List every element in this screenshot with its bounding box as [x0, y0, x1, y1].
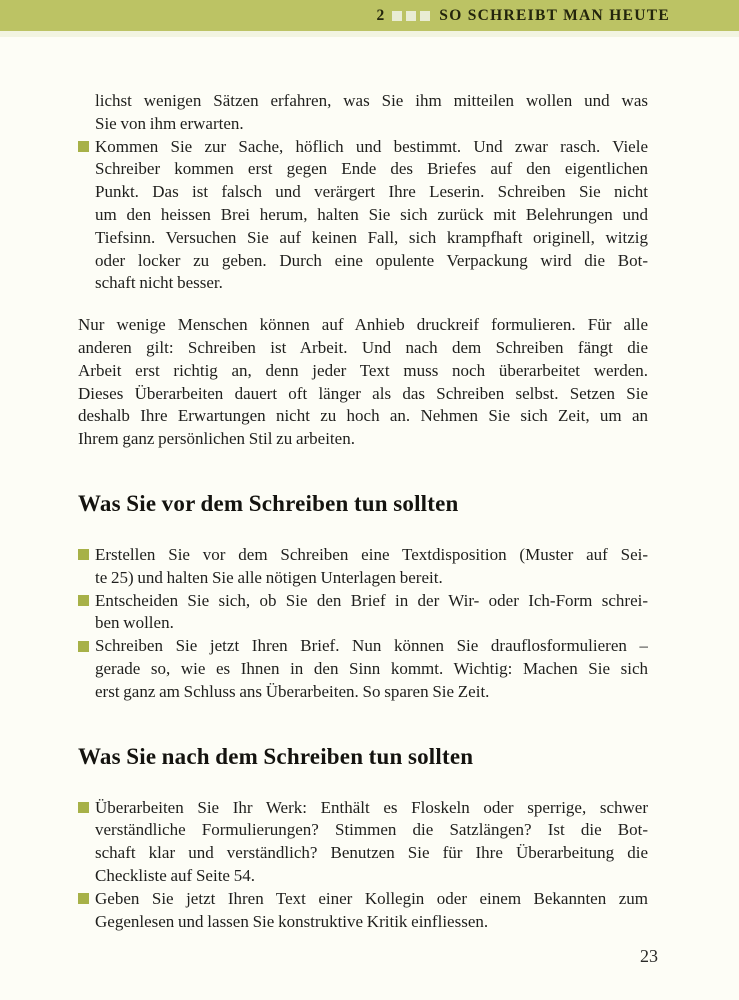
decor-square-icon — [406, 11, 416, 21]
text-line: schaft klar und verständlich? Benutzen Sie für Ihre Überarbeitung die — [95, 843, 648, 863]
text-line: erst ganz am Schluss ans Überarbeiten. So sparen Sie Zeit. — [95, 681, 490, 701]
chapter-title: SO SCHREIBT MAN HEUTE — [439, 6, 670, 24]
text-line: gerade so, wie es Ihnen in den Sinn kommt. Wichtig: Machen Sie sich — [95, 658, 648, 678]
paragraph-continuation — [78, 90, 648, 136]
bullet-square-icon — [78, 549, 89, 560]
paragraph — [78, 314, 648, 451]
bullet-square-icon — [78, 141, 89, 152]
chapter-number: 2 — [376, 6, 385, 24]
text-line: ben wollen. — [95, 613, 174, 633]
bullet-item — [78, 888, 648, 934]
text-line: Punkt. Das ist falsch und verärgert Ihre Leserin. Schreiben Sie nicht — [95, 182, 648, 202]
text-line: schaft nicht besser. — [95, 273, 223, 293]
text-line: Geben Sie jetzt Ihren Text einer Kollegin oder einem Bekannten zum — [95, 888, 648, 908]
section-heading: Was Sie vor dem Schreiben tun sollten — [78, 490, 459, 516]
text-line: oder locker zu geben. Durch eine opulente Verpackung wird die Bot- — [95, 250, 648, 270]
chapter-header-bar — [0, 0, 739, 37]
page-number: 23 — [640, 946, 658, 966]
bullet-item — [78, 797, 648, 888]
bullet-square-icon — [78, 802, 89, 813]
page-content — [78, 90, 648, 933]
decor-square-icon — [420, 11, 430, 21]
text-line: um den heissen Brei herum, halten Sie sich zurück mit Belehrungen und — [95, 204, 648, 224]
bullet-item — [78, 544, 648, 590]
text-line: lichst wenigen Sätzen erfahren, was Sie ihm mitteilen wollen und was — [95, 91, 648, 110]
text-line: anderen gilt: Schreiben ist Arbeit. Und nach dem Schreiben fängt die — [78, 337, 648, 357]
text-line: Tiefsinn. Versuchen Sie auf keinen Fall, sich krampfhaft originell, witzig — [95, 227, 648, 247]
text-line: Überarbeiten Sie Ihr Werk: Enthält es Floskeln oder sperrige, schwer — [95, 797, 648, 817]
text-line: Checkliste auf Seite 54. — [95, 865, 255, 885]
section-heading: Was Sie nach dem Schreiben tun sollten — [78, 743, 474, 769]
text-line: Schreiben Sie jetzt Ihren Brief. Nun können Sie drauflosformulieren – — [95, 636, 648, 656]
bullet-item — [78, 590, 648, 636]
text-line: verständliche Formulierungen? Stimmen die Satzlängen? Ist die Bot- — [95, 820, 648, 840]
text-line: Sie von ihm erwarten. — [95, 113, 244, 133]
text-line: Ihrem ganz persönlichen Stil zu arbeiten. — [78, 429, 355, 449]
text-line: Erstellen Sie vor dem Schreiben eine Textdisposition (Muster auf Sei- — [95, 544, 648, 564]
text-line: te 25) und halten Sie alle nötigen Unterlagen bereit. — [95, 567, 443, 587]
text-line: deshalb Ihre Erwartungen nicht zu hoch an. Nehmen Sie sich Zeit, um an — [78, 406, 648, 426]
text-line: Kommen Sie zur Sache, höflich und bestimmt. Und zwar rasch. Viele — [95, 136, 648, 156]
bullet-item — [78, 136, 648, 296]
text-line: Dieses Überarbeiten dauert oft länger als das Schreiben selbst. Setzen Sie — [78, 383, 648, 403]
bullet-square-icon — [78, 641, 89, 652]
text-line: Arbeit erst richtig an, denn jeder Text muss noch überarbeitet werden. — [78, 360, 648, 380]
bullet-square-icon — [78, 893, 89, 904]
bullet-item — [78, 635, 648, 703]
bullet-square-icon — [78, 595, 89, 606]
decor-square-icon — [392, 11, 402, 21]
text-line: Nur wenige Menschen können auf Anhieb druckreif formulieren. Für alle — [78, 315, 648, 335]
text-line: Schreiber kommen erst gegen Ende des Briefes auf den eigentlichen — [95, 159, 648, 179]
text-line: Entscheiden Sie sich, ob Sie den Brief in der Wir- oder Ich-Form schrei- — [95, 590, 648, 610]
text-line: Gegenlesen und lassen Sie konstruktive Kritik einfliessen. — [95, 911, 489, 931]
